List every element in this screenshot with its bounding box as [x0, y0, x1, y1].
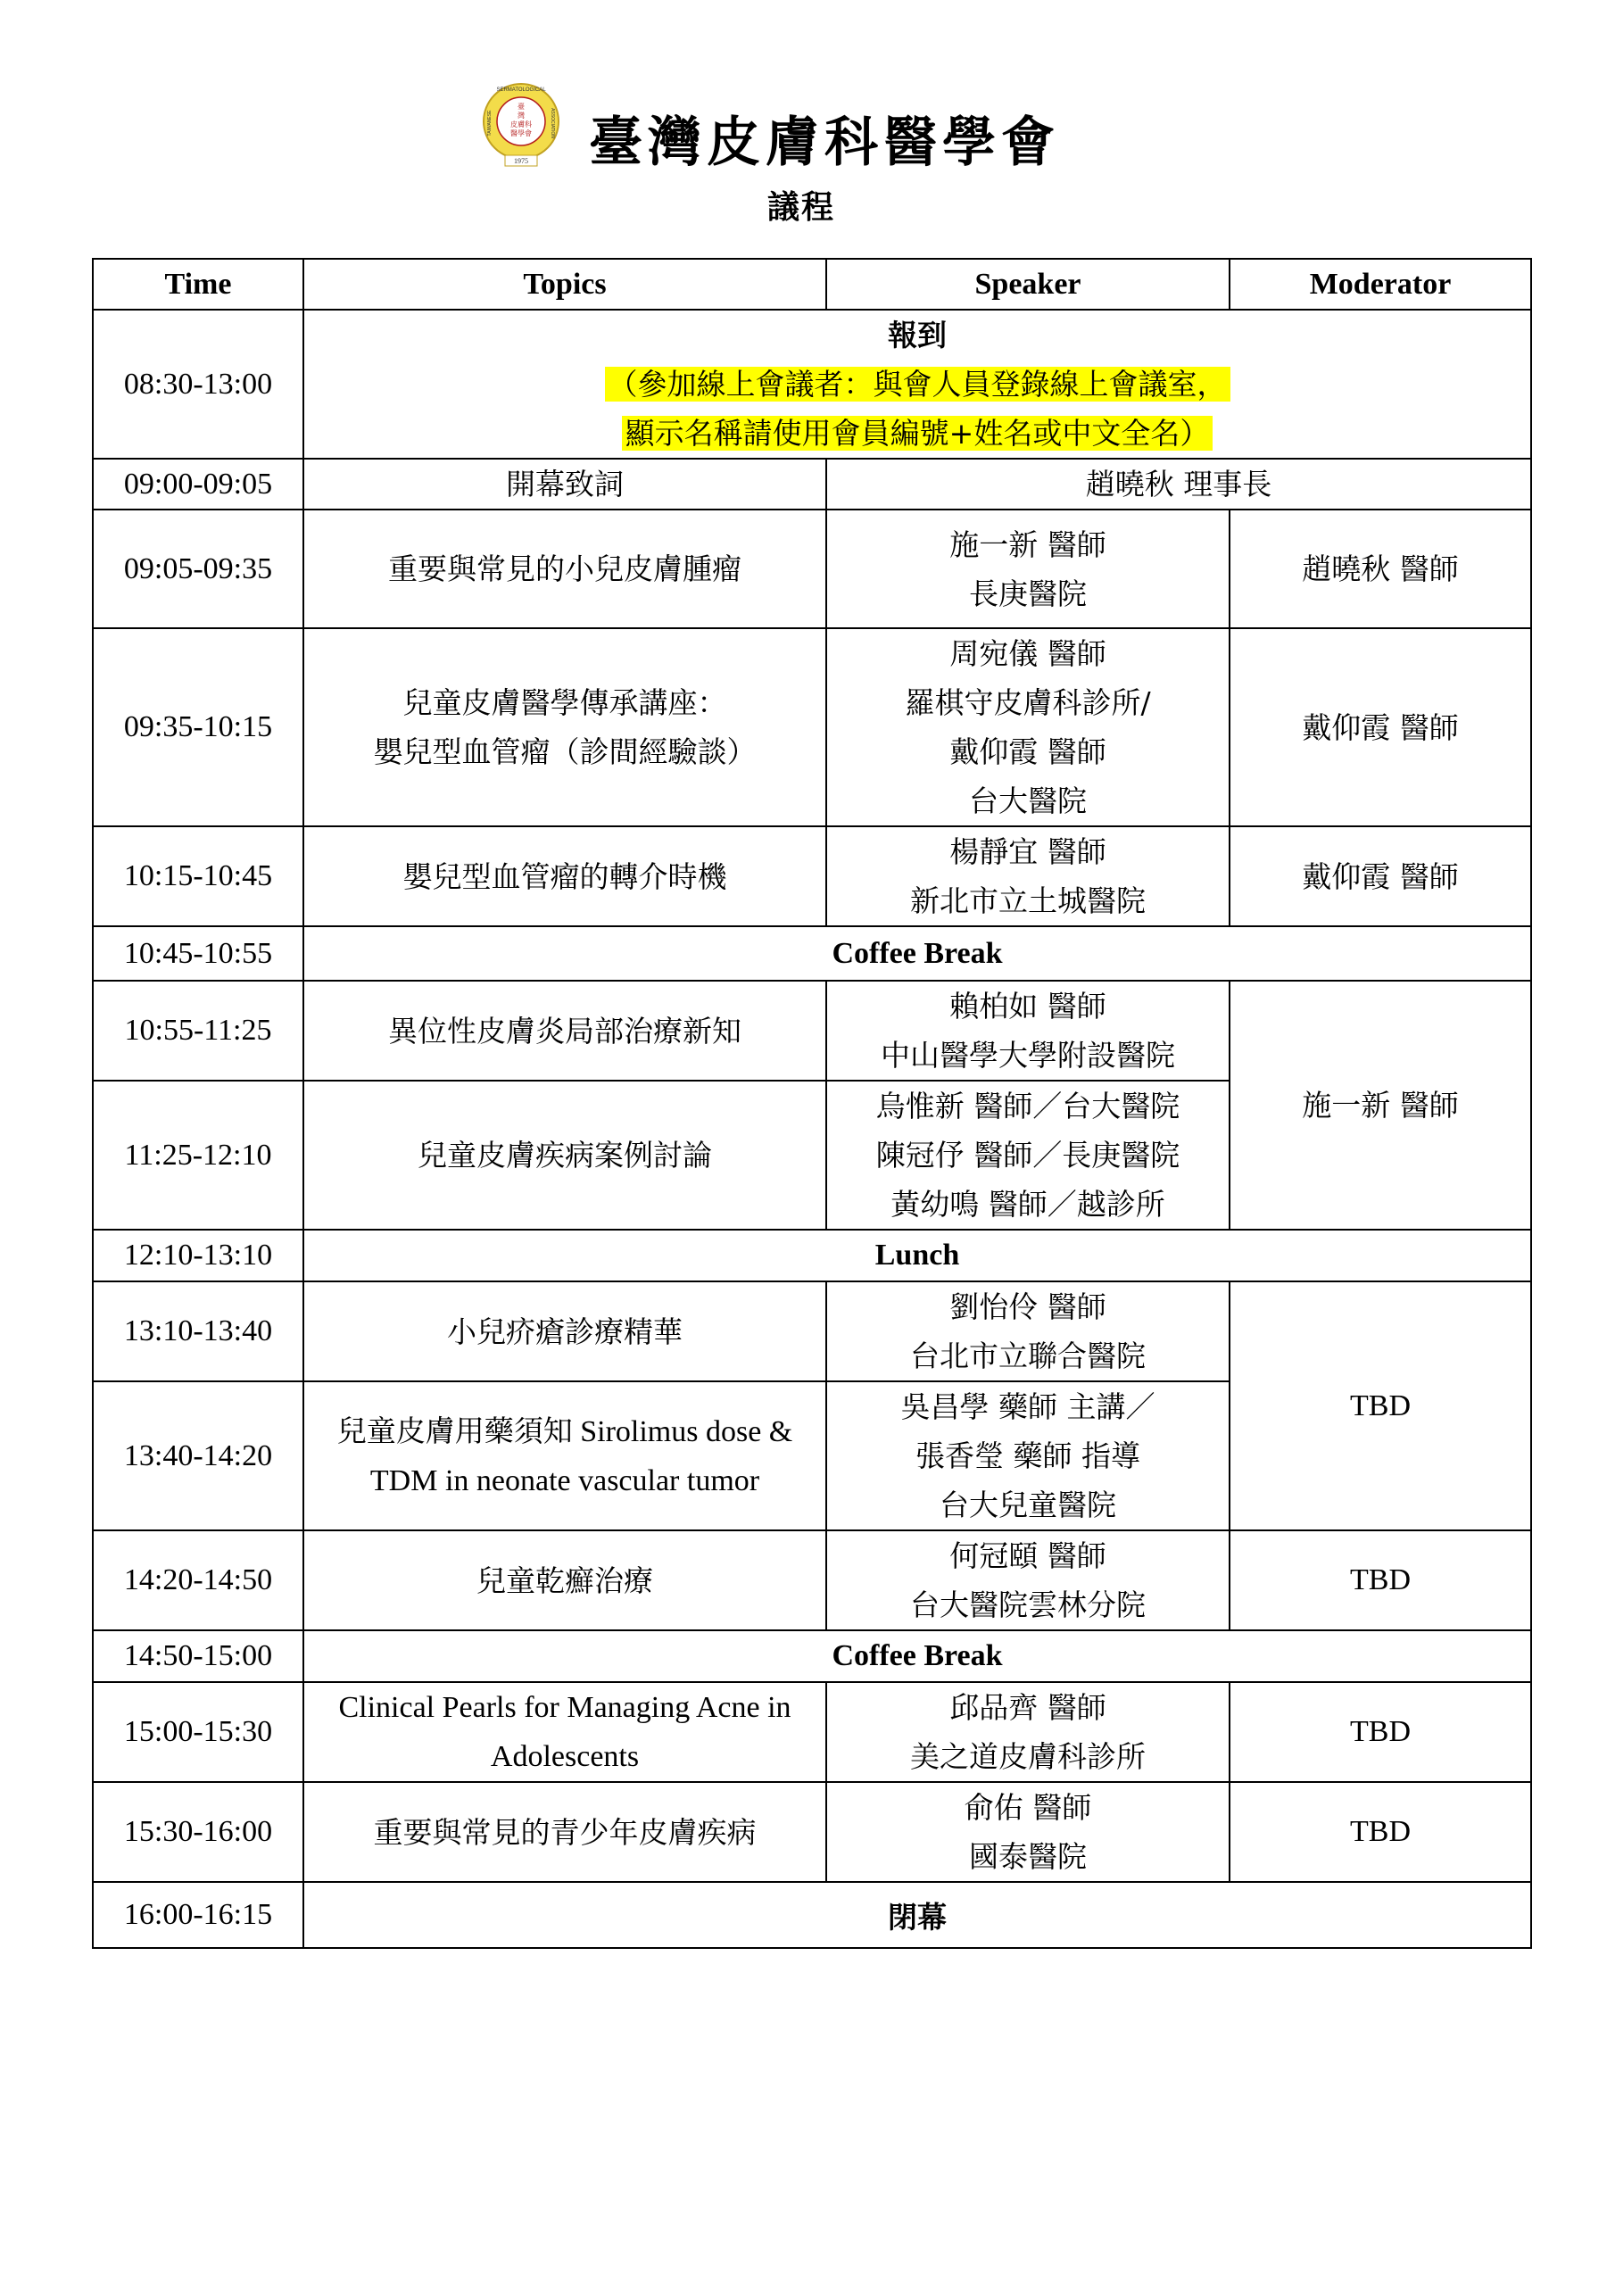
checkin-title: 報到 — [888, 318, 947, 352]
topic-cell: 開幕致詞 — [303, 459, 826, 510]
table-row — [93, 459, 1531, 510]
association-logo — [480, 77, 562, 170]
speaker-cell: 趙曉秋 理事長 — [826, 459, 1531, 510]
speaker-cell — [826, 1682, 1230, 1782]
logo-center-4: 醫學會 — [510, 129, 532, 137]
moderator-cell: 施一新 醫師 — [1230, 981, 1531, 1230]
speaker-line: 國泰醫院 — [969, 1839, 1087, 1874]
topic-line: Clinical Pearls for Managing Acne in — [338, 1691, 791, 1724]
time-cell: 09:00-09:05 — [93, 459, 303, 510]
topic-cell: 兒童乾癬治療 — [303, 1530, 826, 1630]
break-cell: Coffee Break — [303, 1630, 1531, 1682]
topic-line: Sirolimus dose & TDM in neonate — [369, 1415, 793, 1497]
topic-cell: 嬰兒型血管瘤的轉介時機 — [303, 826, 826, 926]
time-cell: 11:25-12:10 — [93, 1081, 303, 1230]
speaker-cell — [826, 510, 1230, 628]
speaker-line: 劉怡伶 醫師 — [949, 1289, 1106, 1324]
speaker-cell — [826, 1281, 1230, 1381]
checkin-cell — [303, 310, 1531, 459]
time-cell: 14:20-14:50 — [93, 1530, 303, 1630]
topic-line: 兒童皮膚用藥須知 — [336, 1413, 573, 1448]
moderator-cell: TBD — [1230, 1281, 1531, 1530]
topic-line: Adolescents — [490, 1740, 640, 1773]
table-row — [93, 310, 1531, 459]
speaker-line: 戴仰霞 醫師 — [949, 734, 1106, 769]
logo-top-text: SERMATOLOGICAL — [496, 87, 546, 93]
table-row — [93, 1281, 1531, 1381]
moderator-cell: TBD — [1230, 1682, 1531, 1782]
speaker-cell — [826, 981, 1230, 1081]
table-row — [93, 1682, 1531, 1782]
col-header-moderator: Moderator — [1230, 259, 1531, 310]
speaker-cell — [826, 826, 1230, 926]
header-row — [93, 259, 1531, 310]
table-row — [93, 926, 1531, 981]
time-cell: 13:40-14:20 — [93, 1381, 303, 1530]
table-row — [93, 510, 1531, 628]
time-cell: 12:10-13:10 — [93, 1230, 303, 1281]
logo-center-1: 臺 — [518, 103, 525, 111]
speaker-line: 張香瑩 藥師 指導 — [915, 1438, 1140, 1473]
speaker-line: 陳冠伃 醫師／長庚醫院 — [875, 1138, 1180, 1173]
speaker-cell — [826, 1081, 1230, 1230]
col-header-time: Time — [93, 259, 303, 310]
time-cell: 15:30-16:00 — [93, 1782, 303, 1882]
speaker-line: 楊靜宜 醫師 — [949, 834, 1106, 869]
doc-title: 議程 — [767, 188, 836, 226]
speaker-line: 黃幼鳴 醫師／越診所 — [890, 1187, 1165, 1222]
time-cell: 16:00-16:15 — [93, 1882, 303, 1948]
time-cell: 08:30-13:00 — [93, 310, 303, 459]
speaker-line: 施一新 醫師 — [949, 526, 1106, 562]
speaker-line: 俞佑 醫師 — [964, 1790, 1092, 1825]
time-cell: 10:45-10:55 — [93, 926, 303, 981]
speaker-line: 台大兒童醫院 — [940, 1488, 1116, 1522]
speaker-line: 中山醫學大學附設醫院 — [881, 1038, 1175, 1073]
logo-left-text: TAIWANESE — [487, 110, 493, 137]
topic-cell: 兒童皮膚疾病案例討論 — [303, 1081, 826, 1230]
table-row — [93, 1882, 1531, 1948]
time-cell: 15:00-15:30 — [93, 1682, 303, 1782]
break-cell: Coffee Break — [303, 926, 1531, 981]
logo-center-2: 灣 — [518, 112, 525, 120]
speaker-line: 何冠頤 醫師 — [949, 1538, 1106, 1573]
topic-cell: 異位性皮膚炎局部治療新知 — [303, 981, 826, 1081]
table-row — [93, 1530, 1531, 1630]
table-row — [93, 1630, 1531, 1682]
table-row — [93, 1782, 1531, 1882]
moderator-cell: TBD — [1230, 1530, 1531, 1630]
col-header-speaker: Speaker — [826, 259, 1230, 310]
time-cell: 13:10-13:40 — [93, 1281, 303, 1381]
table-row — [93, 826, 1531, 926]
topic-cell — [303, 1381, 826, 1530]
topic-cell — [303, 1682, 826, 1782]
moderator-cell: 戴仰霞 醫師 — [1230, 826, 1531, 926]
checkin-note-line: （參加線上會議者：與會人員登錄線上會議室， — [605, 367, 1230, 402]
time-cell: 10:15-10:45 — [93, 826, 303, 926]
speaker-cell — [826, 1782, 1230, 1882]
speaker-line: 羅棋守皮膚科診所/ — [905, 685, 1151, 720]
topic-line: 嬰兒型血管瘤（診間經驗談） — [373, 734, 757, 769]
speaker-line: 長庚醫院 — [969, 576, 1087, 611]
speaker-line: 台大醫院 — [969, 783, 1087, 818]
col-header-topics: Topics — [303, 259, 826, 310]
time-cell: 14:50-15:00 — [93, 1630, 303, 1682]
time-cell: 09:35-10:15 — [93, 628, 303, 826]
topic-line: vascular tumor — [578, 1464, 760, 1497]
speaker-line: 賴柏如 醫師 — [949, 989, 1106, 1024]
table-row — [93, 1230, 1531, 1281]
moderator-cell: TBD — [1230, 1782, 1531, 1882]
speaker-cell — [826, 628, 1230, 826]
topic-cell: 小兒疥瘡診療精華 — [303, 1281, 826, 1381]
speaker-line: 美之道皮膚科診所 — [910, 1739, 1146, 1774]
moderator-cell: 趙曉秋 醫師 — [1230, 510, 1531, 628]
speaker-line: 烏惟新 醫師／台大醫院 — [875, 1089, 1180, 1123]
closing-cell: 閉幕 — [303, 1882, 1531, 1948]
moderator-cell: 戴仰霞 醫師 — [1230, 628, 1531, 826]
logo-right-text: ASSOCIATION — [550, 108, 555, 138]
org-name: 臺灣皮膚科醫學會 — [589, 112, 1060, 174]
topic-cell: 重要與常見的青少年皮膚疾病 — [303, 1782, 826, 1882]
topic-cell: 重要與常見的小兒皮膚腫瘤 — [303, 510, 826, 628]
table-row — [93, 628, 1531, 826]
table-row — [93, 981, 1531, 1081]
logo-year: 1975 — [514, 157, 528, 165]
checkin-note-line: 顯示名稱請使用會員編號+姓名或中文全名） — [622, 416, 1213, 451]
agenda-table — [92, 258, 1532, 1949]
speaker-line: 吳昌學 藥師 主講／ — [900, 1389, 1155, 1424]
speaker-cell — [826, 1381, 1230, 1530]
speaker-line: 新北市立土城醫院 — [910, 883, 1146, 918]
break-cell: Lunch — [303, 1230, 1531, 1281]
logo-center-3: 皮膚科 — [510, 120, 532, 128]
speaker-line: 邱品齊 醫師 — [949, 1690, 1106, 1725]
speaker-line: 台北市立聯合醫院 — [910, 1339, 1146, 1373]
speaker-cell — [826, 1530, 1230, 1630]
topic-cell — [303, 628, 826, 826]
time-cell: 09:05-09:35 — [93, 510, 303, 628]
speaker-line: 周宛儀 醫師 — [949, 636, 1106, 671]
speaker-line: 台大醫院雲林分院 — [910, 1587, 1146, 1622]
time-cell: 10:55-11:25 — [93, 981, 303, 1081]
topic-line: 兒童皮膚醫學傳承講座： — [402, 685, 727, 720]
